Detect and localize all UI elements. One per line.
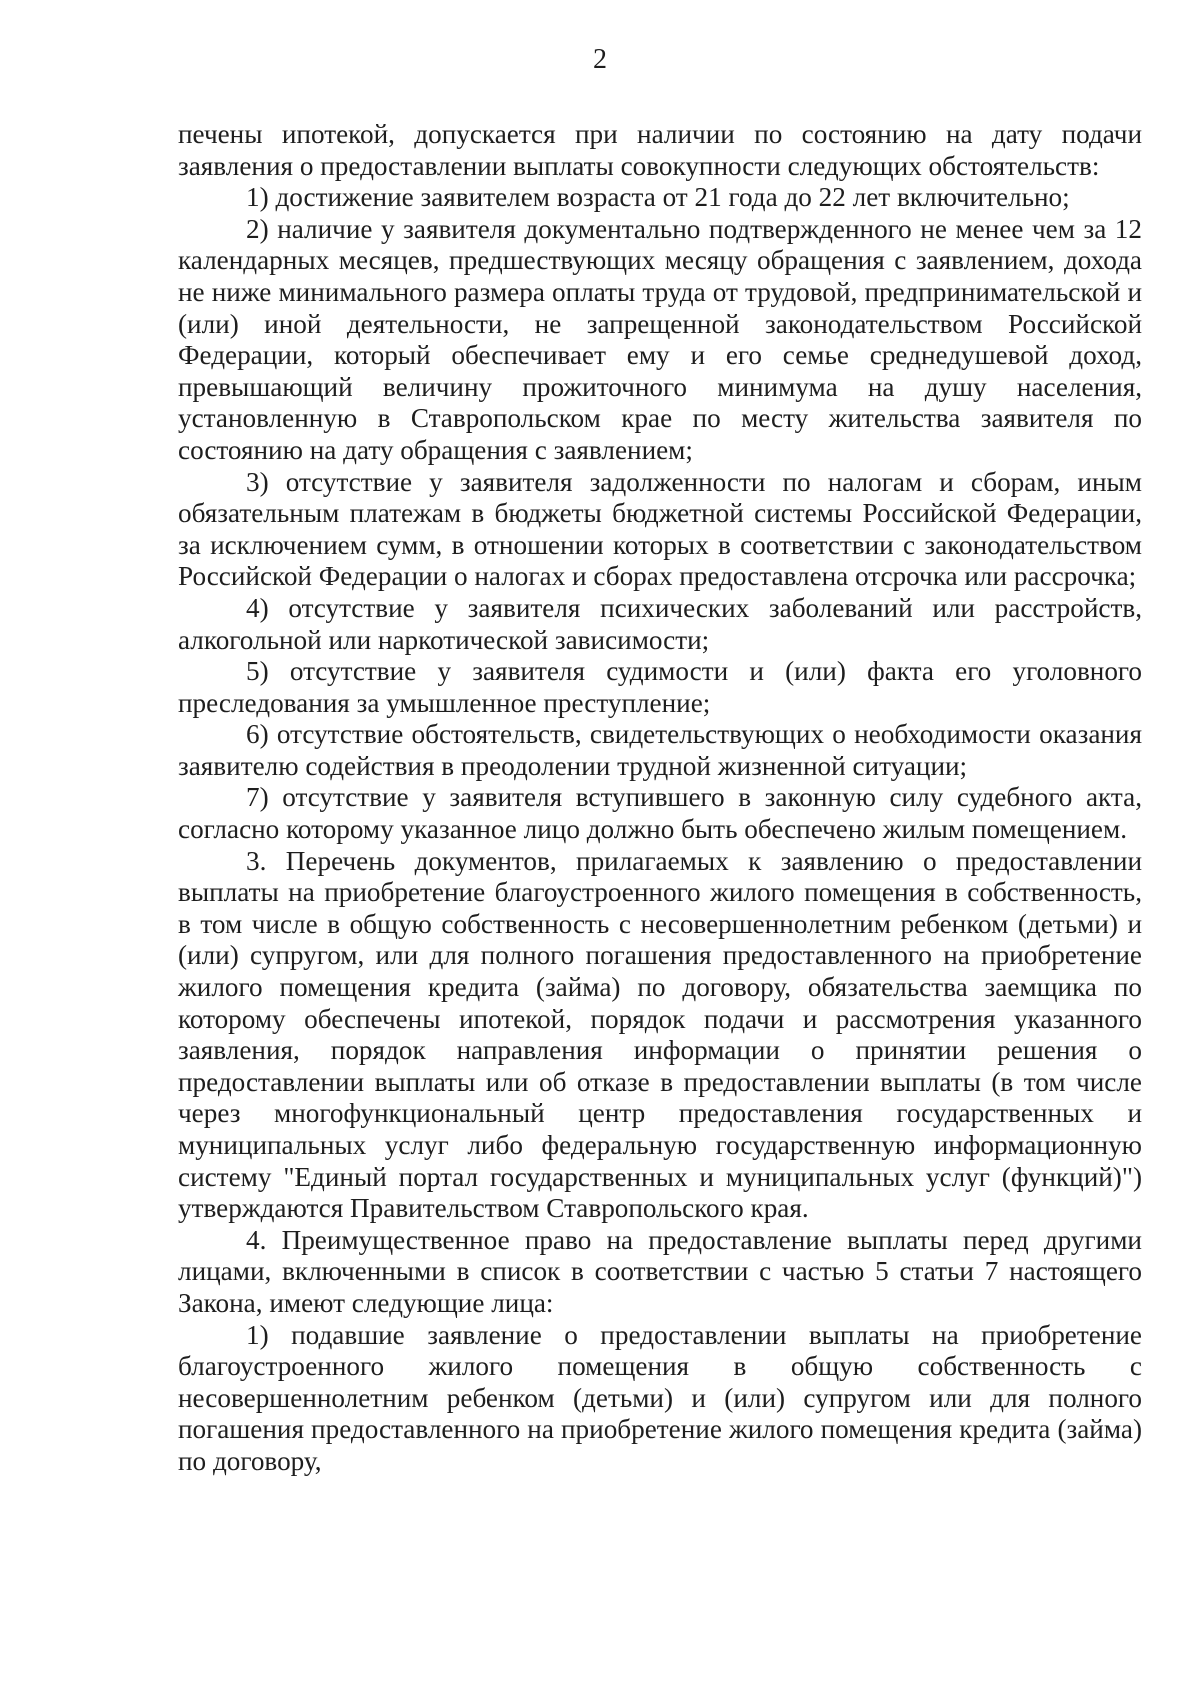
paragraph: 1) достижение заявителем возраста от 21 года до 22 лет включительно;: [246, 182, 1070, 213]
document-body: [178, 119, 1142, 1478]
paragraph: 3) отсутствие у заявителя задолженности по налогам и сборам, иным обязательным платежам в бюджеты бюджетной системы Российской Федерации, за исключением сумм, в отношении которых в соответствии с законодательством Российской Федерации о налогах и сборах предоставлена отсрочка или рассрочка;: [178, 466, 1142, 592]
paragraph: 7) отсутствие у заявителя вступившего в законную силу судебного акта, согласно которому указанное лицо должно быть обеспечено жилым помещением.: [178, 782, 1142, 845]
page-number: 2: [593, 44, 607, 75]
paragraph: 4. Преимущественное право на предоставление выплаты перед другими лицами, включенными в список в соответствии с частью 5 статьи 7 настоящего Закона, имеют следующие лица:: [178, 1224, 1142, 1318]
paragraph: 6) отсутствие обстоятельств, свидетельствующих о необходимости оказания заявителю содействия в преодолении трудной жизненной ситуации;: [178, 719, 1142, 781]
paragraph: 1) подавшие заявление о предоставлении выплаты на приобретение благоустроенного жилого помещения в общую собственность с несовершеннолетним ребенком (детьми) и (или) супругом или для полного погашения предоставленного на приобретение жилого помещения кредита (займа) по договору,: [178, 1319, 1142, 1476]
paragraph: печены ипотекой, допускается при наличии по состоянию на дату подачи заявления о предоставлении выплаты совокупности следующих обстоятельств:: [178, 119, 1142, 181]
paragraph: 5) отсутствие у заявителя судимости и (или) факта его уголовного преследования за умышленное преступление;: [178, 656, 1142, 718]
paragraph: 2) наличие у заявителя документально подтвержденного не менее чем за 12 календарных месяцев, предшествующих месяцу обращения с заявлением, дохода не ниже минимального размера оплаты труда от трудовой, предпринимательской и (или) иной деятельности, не запрещенной законодательством Российской Федерации, который обеспечивает ему и его семье среднедушевой доход, превышающий величину прожиточного минимума на душу населения, установленную в Ставропольском крае по месту жительства заявителя по состоянию на дату обращения с заявлением;: [178, 213, 1142, 465]
paragraph: 4) отсутствие у заявителя психических заболеваний или расстройств, алкогольной или наркотической зависимости;: [178, 592, 1142, 655]
paragraph: 3. Перечень документов, прилагаемых к заявлению о предоставлении выплаты на приобретение благоустроенного жилого помещения в собственность, в том числе в общую собственность с несовершеннолетним ребенком (детьми) и (или) супругом, или для полного погашения предоставленного на приобретение жилого помещения кредита (займа) по договору, обязательства заемщика по которому обеспечены ипотекой, порядок подачи и рассмотрения указанного заявления, порядок направления информации о принятии решения о предоставлении выплаты или об отказе в предоставлении выплаты (в том числе через многофункциональный центр предоставления государственных и муниципальных услуг либо федеральную государственную информационную систему "Единый портал государственных и муниципальных услуг (функций)") утверждаются Правительством Ставропольского края.: [178, 845, 1142, 1224]
